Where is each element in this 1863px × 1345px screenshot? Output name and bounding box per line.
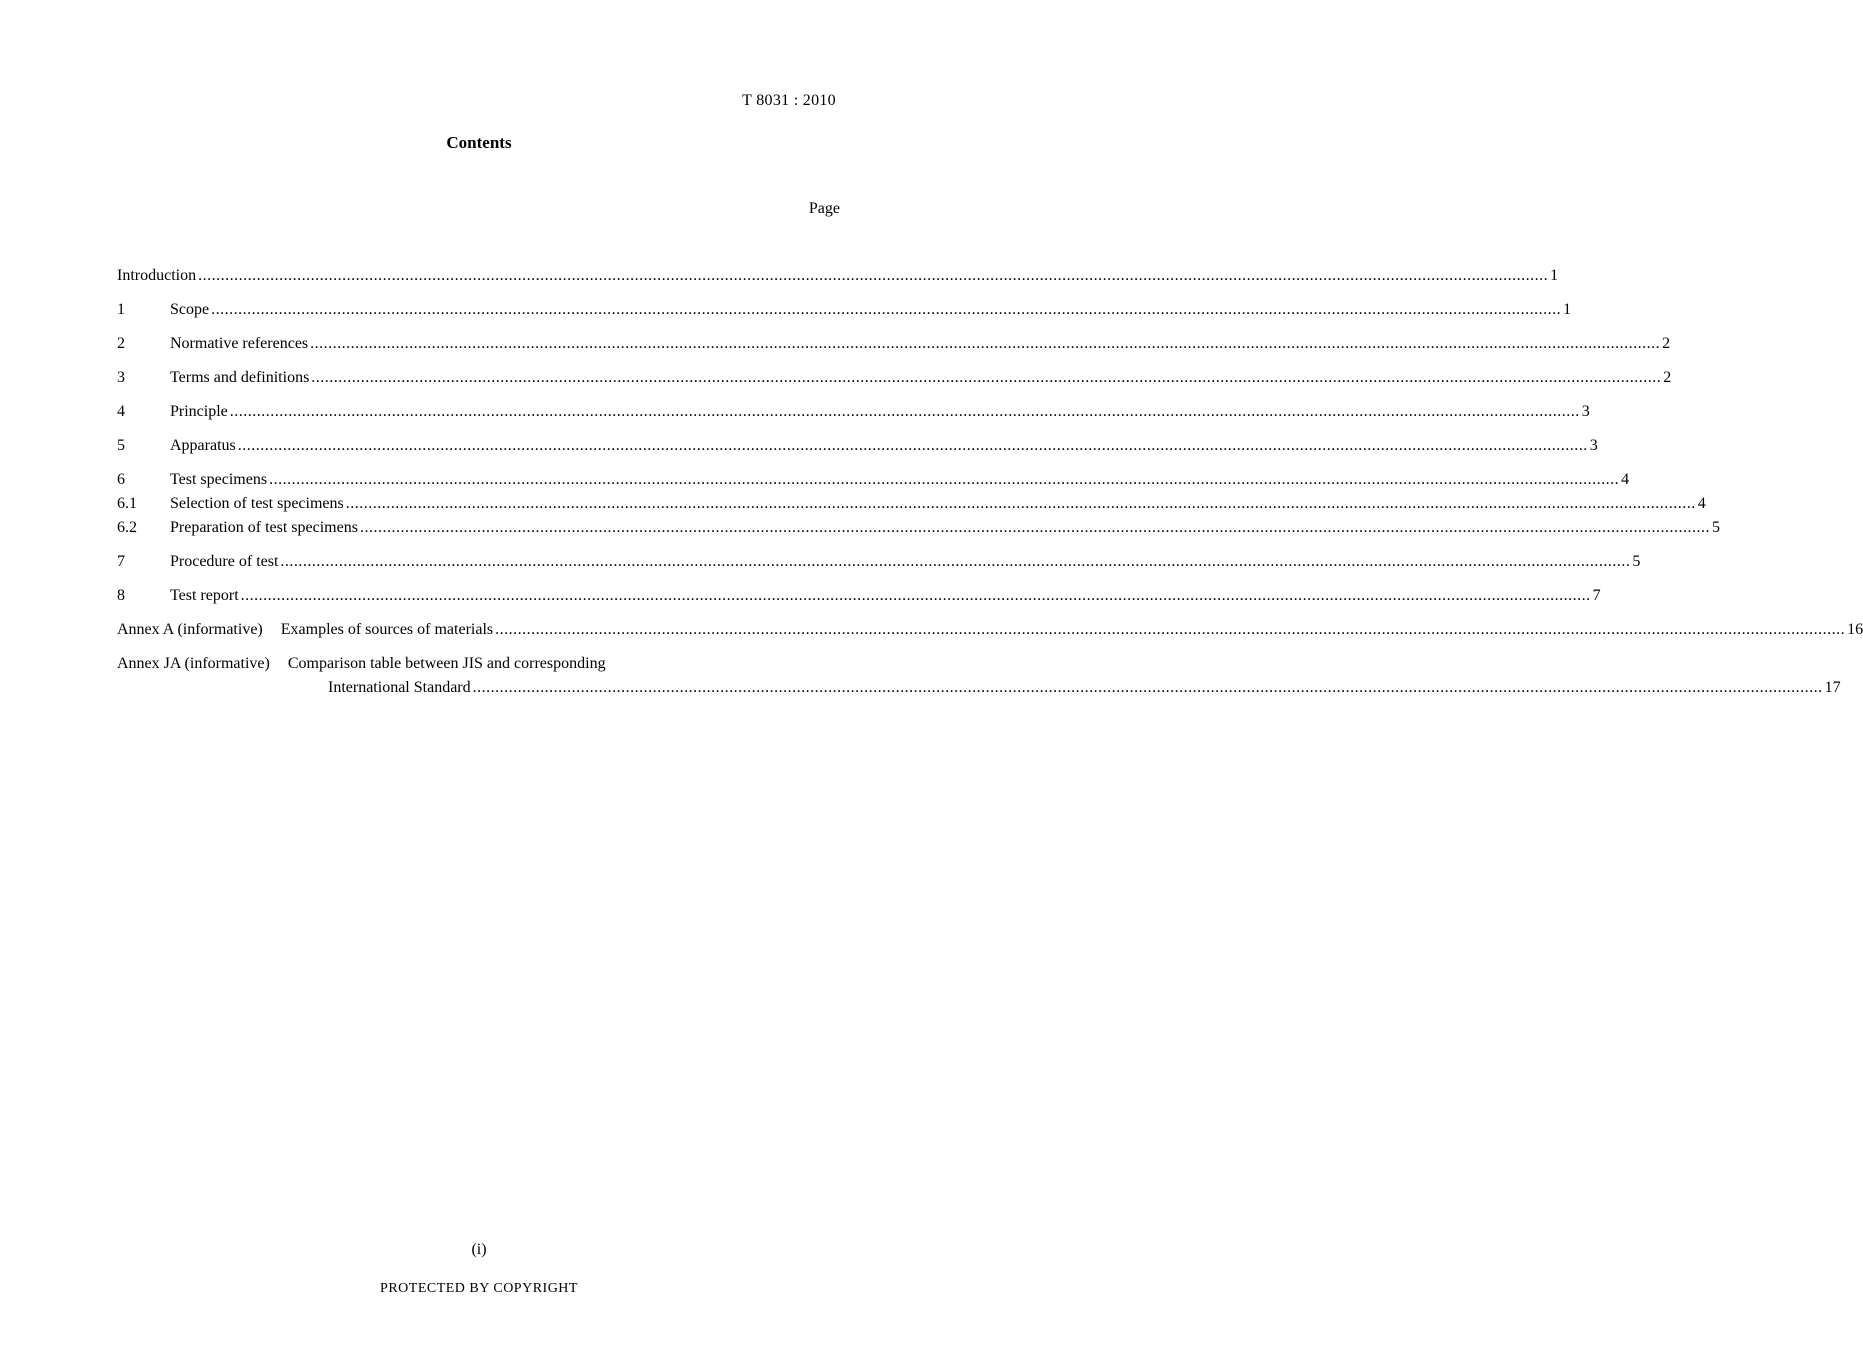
footer-page-number: (i) [471, 1241, 487, 1258]
toc-page-number: 1 [1563, 301, 1572, 318]
toc-page-number: 5 [1632, 553, 1641, 570]
toc-number: 4 [117, 403, 125, 420]
toc-entry[interactable] [117, 468, 1630, 492]
toc-entry[interactable] [117, 434, 1598, 458]
toc-label: Selection of test specimens [170, 495, 344, 512]
toc-number: 7 [117, 553, 125, 570]
toc-page-number: 1 [1550, 267, 1559, 284]
toc-number: 1 [117, 301, 125, 318]
toc-page-number: 2 [1662, 335, 1671, 352]
toc-entry[interactable] [117, 492, 1706, 516]
toc-label-line2: International Standard [328, 679, 471, 696]
dot-leader: ............................................................................................................................................................................................................................................................................................................ [237, 437, 1588, 454]
dot-leader: ............................................................................................................................................................................................................................................................................................................ [472, 679, 1823, 696]
document-id: T 8031 : 2010 [742, 92, 836, 109]
toc-number: 8 [117, 587, 125, 604]
annex-prefix: Annex JA (informative) [117, 655, 270, 672]
dot-leader: ............................................................................................................................................................................................................................................................................................................ [269, 471, 1620, 488]
toc-label: Test report [170, 587, 239, 604]
toc-page-number: 16 [1847, 621, 1863, 638]
toc-page-number: 17 [1824, 679, 1841, 696]
toc-label: Principle [170, 403, 228, 420]
annex-prefix: Annex A (informative) [117, 621, 263, 638]
table-of-contents [117, 264, 1863, 700]
dot-leader: ............................................................................................................................................................................................................................................................................................................ [240, 587, 1591, 604]
toc-entry[interactable] [117, 366, 1672, 390]
dot-leader: ............................................................................................................................................................................................................................................................................................................ [280, 553, 1631, 570]
toc-label: Procedure of test [170, 553, 279, 570]
toc-page-number: 4 [1697, 495, 1706, 512]
dot-leader: ............................................................................................................................................................................................................................................................................................................ [311, 369, 1662, 386]
toc-number: 2 [117, 335, 125, 352]
dot-leader: ............................................................................................................................................................................................................................................................................................................ [345, 495, 1696, 512]
toc-entry[interactable] [117, 298, 1572, 322]
toc-label: Test specimens [170, 471, 268, 488]
toc-number: 6.1 [117, 495, 137, 512]
dot-leader: ............................................................................................................................................................................................................................................................................................................ [198, 267, 1549, 284]
dot-leader: ............................................................................................................................................................................................................................................................................................................ [211, 301, 1562, 318]
toc-number: 5 [117, 437, 125, 454]
toc-label: Examples of sources of materials [280, 621, 494, 638]
toc-entry[interactable] [117, 516, 1720, 540]
toc-entry[interactable] [117, 332, 1671, 356]
toc-label-line1: Comparison table between JIS and corresponding [287, 655, 606, 672]
dot-leader: ............................................................................................................................................................................................................................................................................................................ [495, 621, 1846, 638]
toc-page-number: 3 [1589, 437, 1598, 454]
toc-label: Terms and definitions [170, 369, 310, 386]
toc-entry-annex-ja-continued[interactable] [117, 676, 1841, 700]
page-column-heading: Page [808, 200, 840, 217]
toc-entry-introduction[interactable] [117, 264, 1559, 288]
toc-label: Scope [170, 301, 210, 318]
toc-page-number: 7 [1592, 587, 1601, 604]
toc-page-number: 2 [1663, 369, 1672, 386]
toc-number: 6 [117, 471, 125, 488]
copyright-notice: PROTECTED BY COPYRIGHT [380, 1281, 578, 1296]
toc-page-number: 3 [1581, 403, 1590, 420]
page-title: Contents [446, 133, 512, 152]
toc-number: 6.2 [117, 519, 137, 536]
toc-entry[interactable] [117, 400, 1590, 424]
toc-label: Normative references [170, 335, 309, 352]
toc-entry-annex-a[interactable] [117, 618, 1863, 642]
toc-entry[interactable] [117, 550, 1641, 574]
toc-label: Apparatus [170, 437, 236, 454]
toc-page-number: 5 [1711, 519, 1720, 536]
toc-label: Introduction [117, 267, 197, 284]
dot-leader: ............................................................................................................................................................................................................................................................................................................ [229, 403, 1580, 420]
toc-label: Preparation of test specimens [170, 519, 358, 536]
toc-page-number: 4 [1621, 471, 1630, 488]
toc-entry[interactable] [117, 584, 1601, 608]
toc-number: 3 [117, 369, 125, 386]
toc-entry-annex-ja[interactable] [117, 652, 823, 676]
dot-leader: ............................................................................................................................................................................................................................................................................................................ [359, 519, 1710, 536]
dot-leader: ............................................................................................................................................................................................................................................................................................................ [310, 335, 1661, 352]
